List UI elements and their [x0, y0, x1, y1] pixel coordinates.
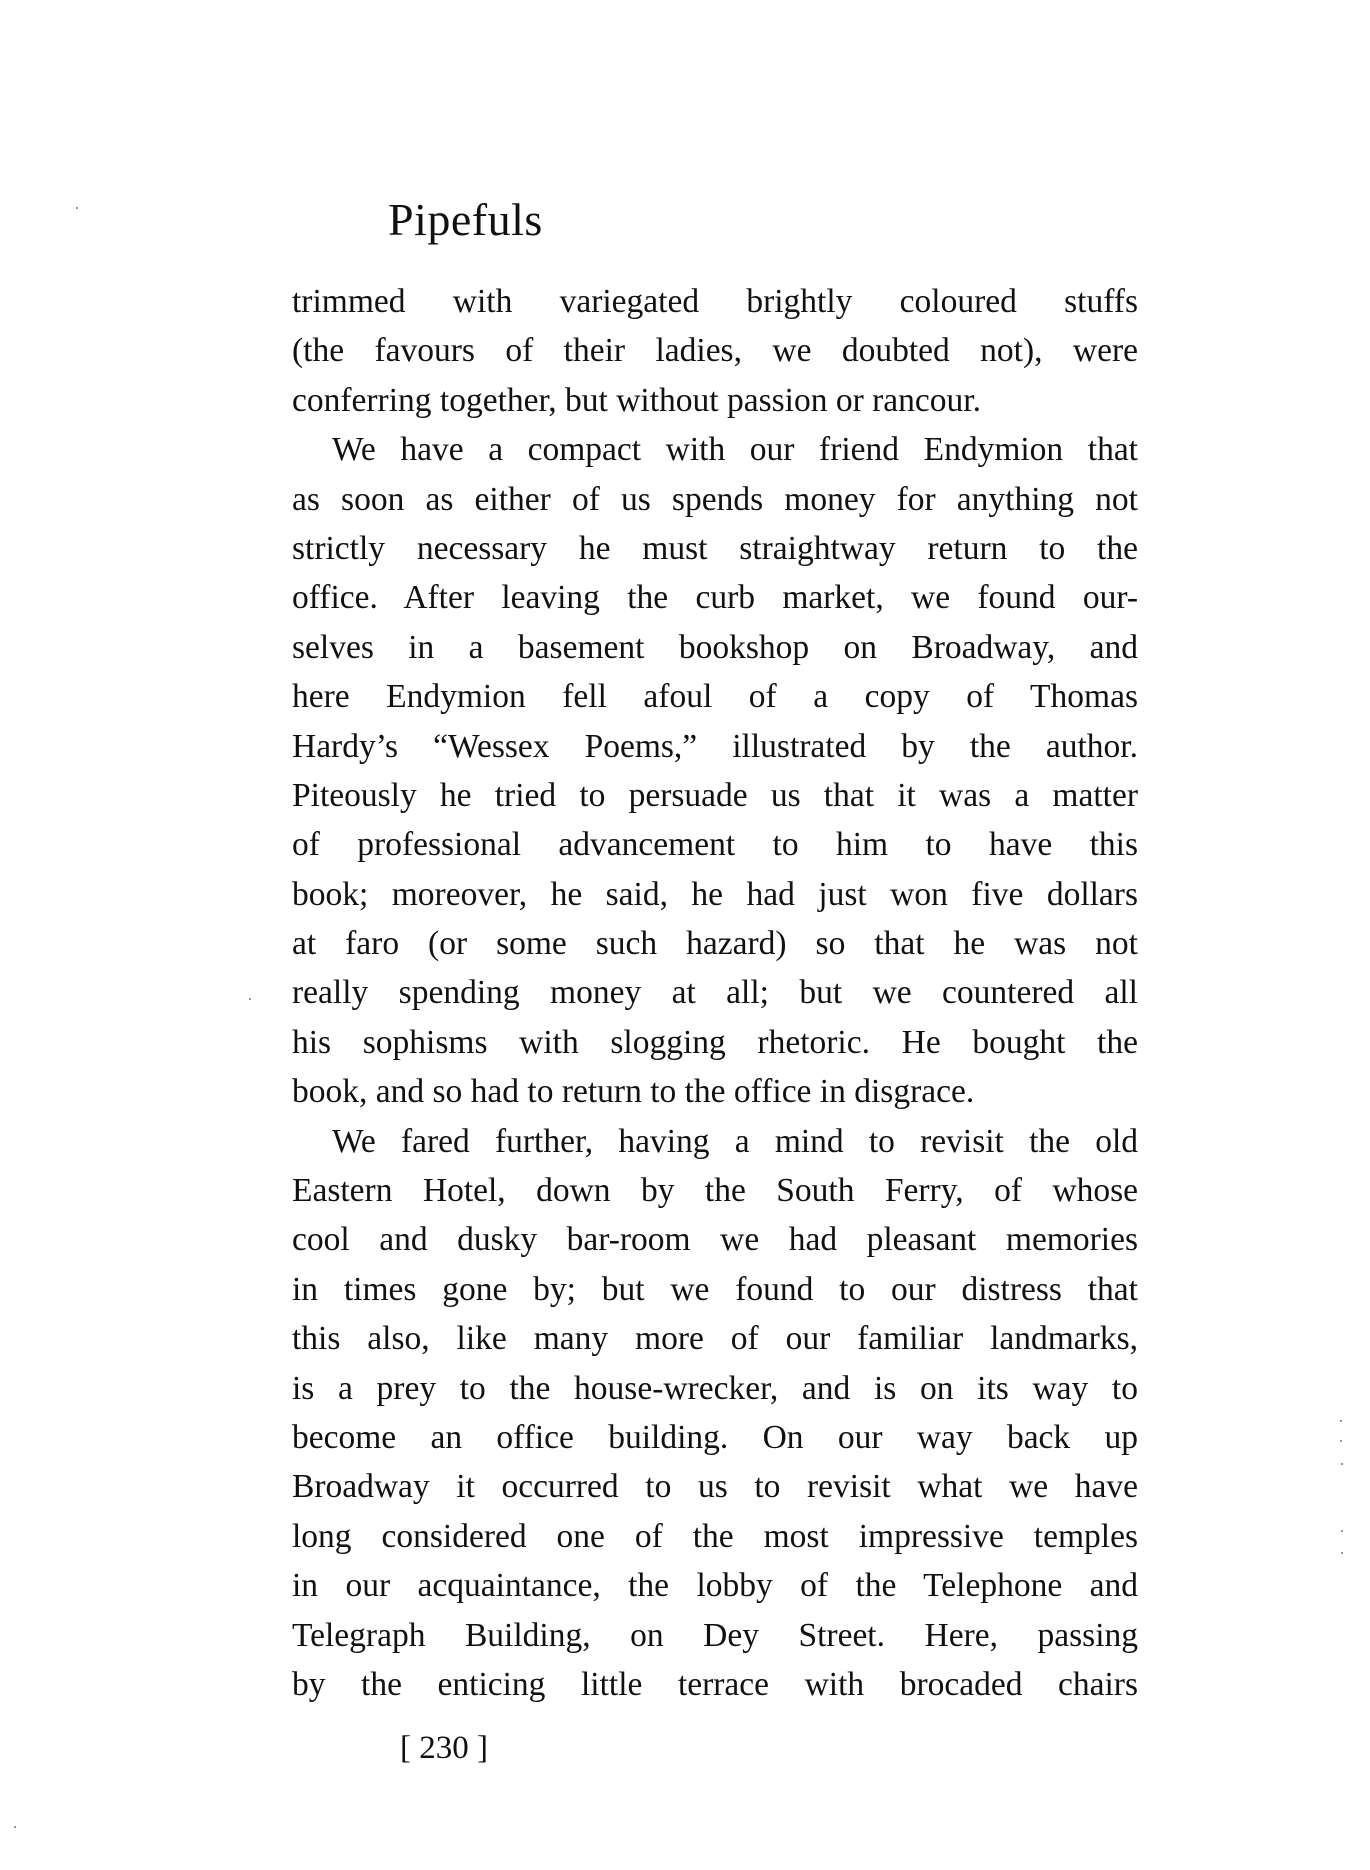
running-head: Pipefuls — [388, 194, 543, 245]
scan-speck — [1341, 1530, 1343, 1532]
scan-speck — [1341, 1552, 1343, 1554]
text-line: by the enticing little terrace with brocaded chairs — [292, 1665, 1138, 1703]
text-line: book, and so had to return to the office in disgrace. — [292, 1073, 975, 1111]
scan-speck — [249, 998, 251, 1000]
scan-speck — [76, 207, 78, 209]
text-line: strictly necessary he must straightway return to the — [292, 529, 1138, 567]
text-line: long considered one of the most impressive temples — [292, 1517, 1138, 1555]
scan-speck — [1340, 1440, 1342, 1442]
paragraph-2 — [292, 425, 1138, 1116]
text-line: selves in a basement bookshop on Broadway, and — [292, 628, 1138, 666]
text-line: in our acquaintance, the lobby of the Telephone and — [292, 1567, 1138, 1605]
scan-speck — [14, 1826, 16, 1828]
text-line: this also, like many more of our familiar landmarks, — [292, 1320, 1138, 1358]
text-line: become an office building. On our way back up — [292, 1418, 1138, 1456]
text-line: his sophisms with slogging rhetoric. He bought the — [292, 1023, 1138, 1061]
text-line: as soon as either of us spends money for anything not — [292, 480, 1138, 518]
text-line: cool and dusky bar-room we had pleasant memories — [292, 1221, 1138, 1259]
text-line: book; moreover, he said, he had just won five dollars — [292, 875, 1138, 913]
text-line: Telegraph Building, on Dey Street. Here, passing — [292, 1616, 1138, 1654]
text-line: trimmed with variegated brightly coloured stuffs — [292, 283, 1138, 320]
text-line: in times gone by; but we found to our distress that — [292, 1270, 1138, 1308]
text-line: (the favours of their ladies, we doubted not), were — [292, 332, 1138, 370]
page-number: [ 230 ] — [400, 1730, 488, 1766]
text-line: at faro (or some such hazard) so that he was not — [292, 925, 1138, 963]
text-line: Eastern Hotel, down by the South Ferry, of whose — [292, 1172, 1138, 1210]
text-line: Hardy’s “Wessex Poems,” illustrated by the author. — [292, 727, 1138, 765]
paragraph-1 — [292, 277, 1138, 425]
paragraph-3 — [292, 1117, 1138, 1710]
text-line: office. After leaving the curb market, we found our- — [292, 579, 1138, 617]
text-line: of professional advancement to him to have this — [292, 826, 1138, 864]
text-line: Piteously he tried to persuade us that it was a matter — [292, 776, 1138, 814]
text-line: really spending money at all; but we countered all — [292, 974, 1138, 1012]
text-line: is a prey to the house-wrecker, and is on its way to — [292, 1369, 1138, 1407]
text-line: We fared further, having a mind to revisit the old — [332, 1122, 1138, 1160]
scan-speck — [1340, 1420, 1342, 1422]
body-text — [292, 277, 1138, 1709]
text-line: Broadway it occurred to us to revisit what we have — [292, 1468, 1138, 1506]
text-line: here Endymion fell afoul of a copy of Thomas — [292, 678, 1138, 716]
text-line: conferring together, but without passion or rancour. — [292, 381, 981, 419]
text-line: We have a compact with our friend Endymion that — [332, 431, 1138, 469]
scan-speck — [1341, 1463, 1343, 1465]
